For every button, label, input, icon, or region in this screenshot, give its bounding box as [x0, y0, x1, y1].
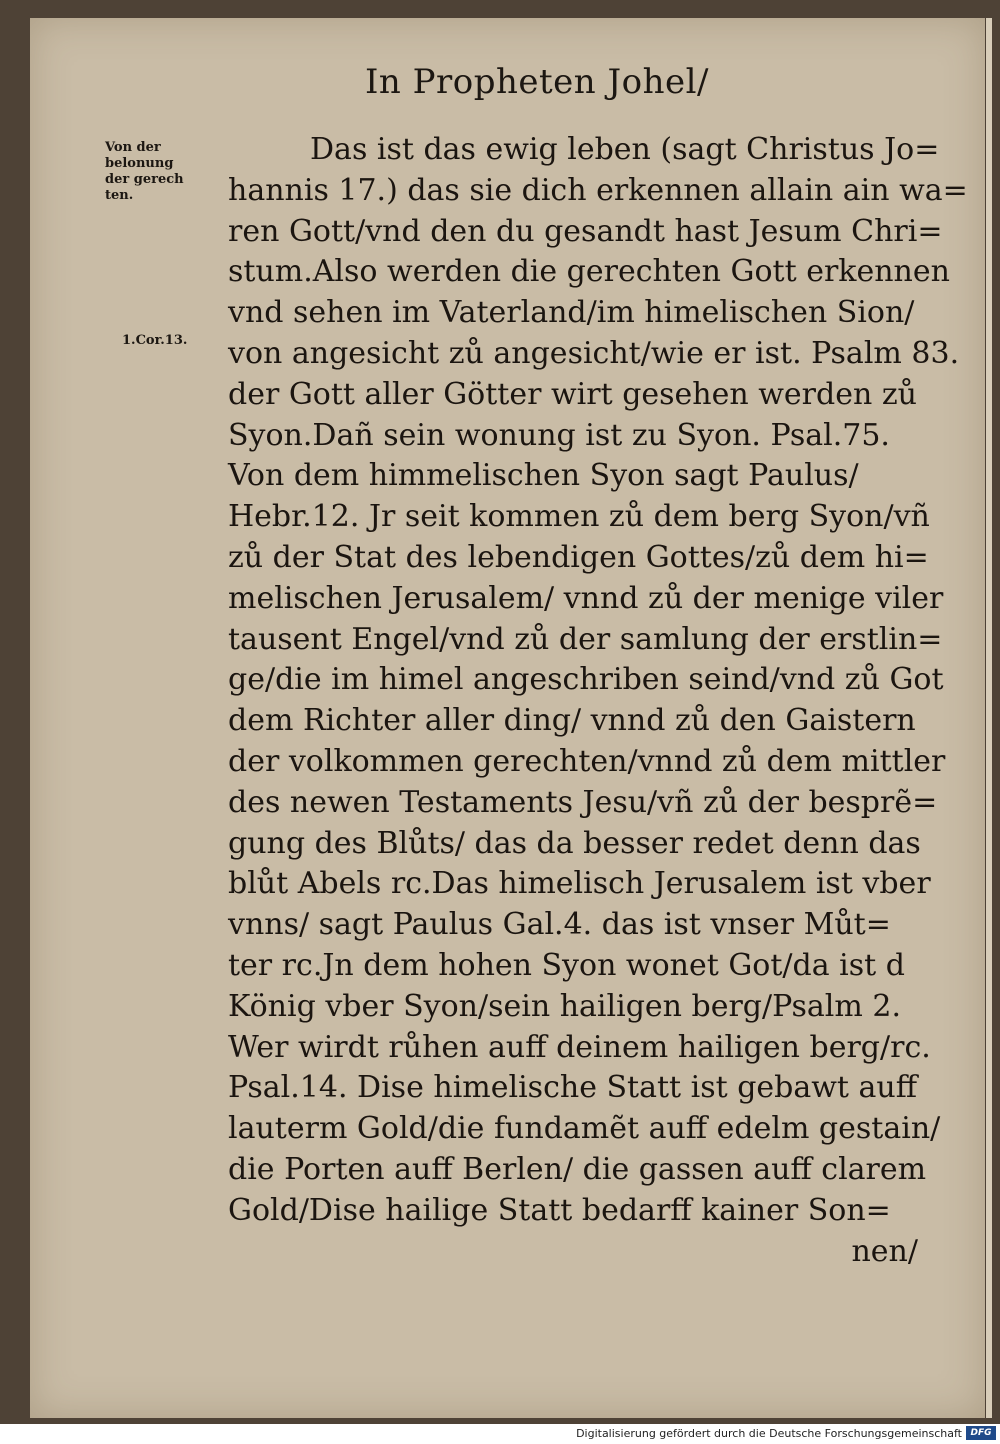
text-line: Psal.14. Dise himelische Statt ist gebawt auff [228, 1070, 918, 1106]
text-line: hannis 17.) das sie dich erkennen allain ain wa= [228, 172, 968, 208]
funding-credit: Digitalisierung gefördert durch die Deutsche Forschungsgemeinschaft [576, 1427, 962, 1440]
text-line: lauterm Gold/die fundamẽt auff edelm gestain/ [228, 1111, 941, 1147]
text-line: Von dem himmelischen Syon sagt Paulus/ [228, 458, 859, 494]
text-line: der volkommen gerechten/vnnd zů dem mittler [228, 743, 946, 779]
dfg-logo: DFG [966, 1426, 996, 1440]
text-line: ter rc.Jn dem hohen Syon wonet Got/da ist d [228, 947, 905, 983]
text-line: Wer wirdt růhen auff deinem hailigen berg/rc. [228, 1029, 931, 1065]
catchword: nen/ [851, 1233, 918, 1269]
text-line: Hebr.12. Jr seit kommen zů dem berg Syon/vñ [228, 499, 930, 535]
text-line: die Porten auff Berlen/ die gassen auff clarem [228, 1151, 927, 1187]
text-line: der Gott aller Götter wirt gesehen werden zů [228, 376, 917, 412]
text-line: ge/die im himel angeschriben seind/vnd zů Got [228, 662, 944, 698]
margin-note-line: Von der [105, 140, 161, 155]
page-edge [986, 18, 992, 1418]
margin-note-line: belonung [105, 156, 174, 171]
text-line: gung des Blůts/ das da besser redet denn das [228, 825, 921, 861]
running-head: In Propheten Johel/ [365, 62, 709, 102]
text-line: zů der Stat des lebendigen Gottes/zů dem hi= [228, 539, 929, 575]
text-line: von angesicht zů angesicht/wie er ist. Psalm 83. [228, 335, 960, 371]
text-line: vnd sehen im Vaterland/im himelischen Sion/ [228, 295, 915, 331]
text-line: ren Gott/vnd den du gesandt hast Jesum Chri= [228, 213, 943, 249]
text-line: tausent Engel/vnd zů der samlung der erstlin= [228, 621, 943, 657]
text-line: Syon.Dañ sein wonung ist zu Syon. Psal.75. [228, 417, 890, 453]
margin-note-cor: 1.Cor.13. [122, 333, 188, 348]
text-line: dem Richter aller ding/ vnnd zů den Gaistern [228, 703, 916, 739]
text-line: König vber Syon/sein hailigen berg/Psalm 2. [228, 988, 901, 1024]
text-line: Das ist das ewig leben (sagt Christus Jo= [310, 132, 940, 167]
body-text [228, 130, 968, 1272]
text-line: melischen Jerusalem/ vnnd zů der menige viler [228, 580, 944, 616]
text-line: des newen Testaments Jesu/vñ zů der besprẽ= [228, 784, 938, 820]
margin-note-belonung [105, 140, 215, 204]
text-line: vnns/ sagt Paulus Gal.4. das ist vnser Můt= [228, 907, 891, 943]
text-line: Gold/Dise hailige Statt bedarff kainer Son= [228, 1192, 891, 1228]
text-line: stum.Also werden die gerechten Gott erkennen [228, 254, 950, 290]
text-line: blůt Abels rc.Das himelisch Jerusalem ist vber [228, 866, 931, 902]
margin-note-line: ten. [105, 188, 134, 203]
margin-note-line: der gerech [105, 172, 184, 187]
